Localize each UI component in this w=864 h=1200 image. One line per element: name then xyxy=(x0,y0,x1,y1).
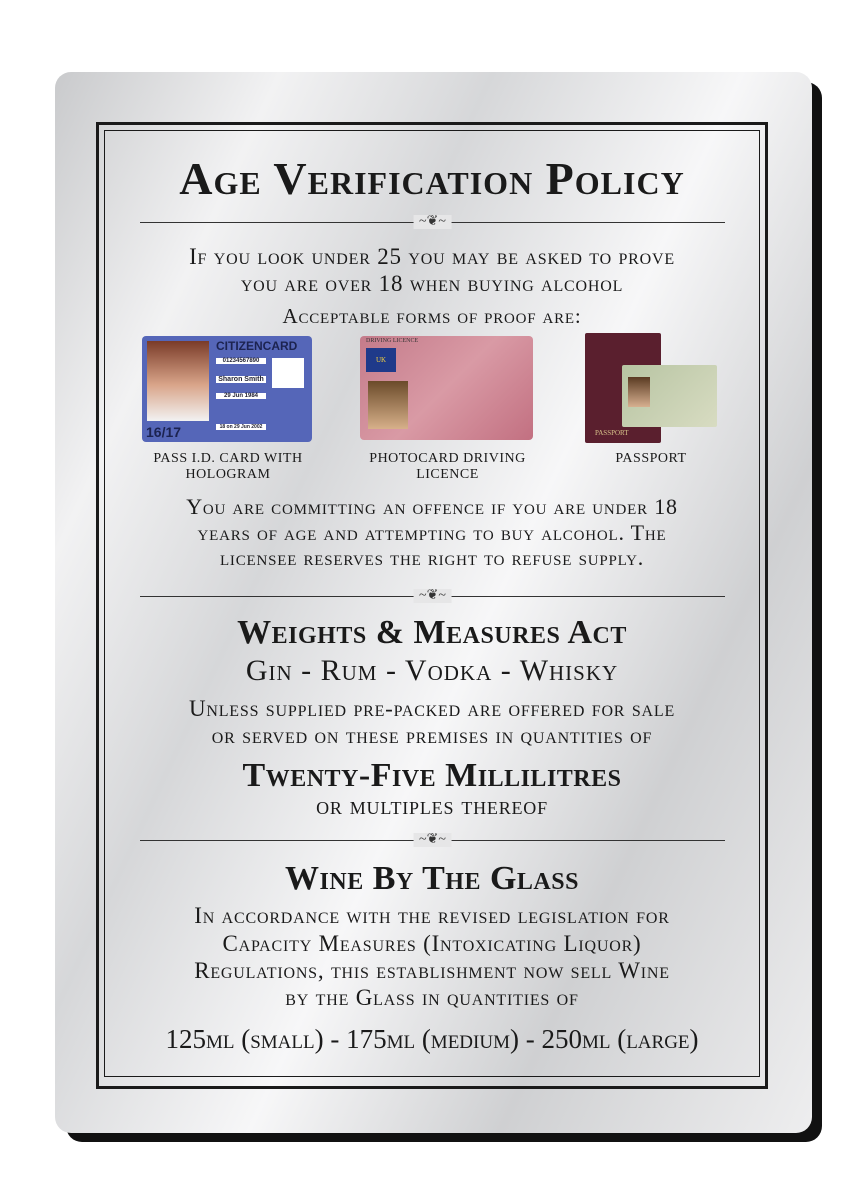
eu-flag-icon: UK xyxy=(366,348,396,372)
wine-heading: Wine By The Glass xyxy=(285,860,579,897)
intro-line: If you look under 25 you may be asked to prove xyxy=(189,244,675,269)
proof-caption: PHOTOCARD DRIVING LICENCE xyxy=(369,451,526,482)
licence-header: DRIVING LICENCE xyxy=(366,338,419,344)
sign-title: Age Verification Policy xyxy=(179,153,685,204)
wine-sizes: 125ml (small) - 175ml (medium) - 250ml (large) xyxy=(165,1024,699,1054)
id-card-photo xyxy=(147,341,209,421)
offence-line: years of age and attempting to buy alcohol. The xyxy=(197,520,667,545)
offence-line: licensee reserves the right to refuse supply. xyxy=(219,545,645,570)
id-card-dob: 29 Jun 1984 xyxy=(216,393,266,399)
passport-cover-text: PASSPORT xyxy=(595,429,629,437)
proof-heading: Acceptable forms of proof are: xyxy=(282,304,582,328)
id-card-name: Sharon Smith xyxy=(216,376,266,383)
intro-line: you are over 18 when buying alcohol xyxy=(240,271,624,296)
passport-photo xyxy=(628,377,650,407)
hologram-icon xyxy=(272,358,304,388)
weights-line: or served on these premises in quantities of xyxy=(211,723,653,748)
id-card-number: 01234567890 xyxy=(216,358,266,364)
proof-caption: PASSPORT xyxy=(615,451,687,466)
licence-photo xyxy=(368,381,408,429)
id-card-brand: CITIZENCARD xyxy=(216,339,298,353)
wine-line: by the Glass in quantities of xyxy=(285,985,579,1010)
id-card-badge: 16/17 xyxy=(146,424,182,440)
id-card-valid: 18 on 29 Jun 2002 xyxy=(216,424,266,430)
divider: ~❦~ xyxy=(140,840,725,841)
multiples-line: or multiples thereof xyxy=(316,793,548,820)
wine-line: In accordance with the revised legislation for xyxy=(194,903,670,928)
wine-line: Regulations, this establishment now sell Wine xyxy=(194,958,670,983)
weights-heading: Weights & Measures Act xyxy=(237,614,627,651)
wine-line: Capacity Measures (Intoxicating Liquor) xyxy=(222,931,642,956)
spirits-line: Gin - Rum - Vodka - Whisky xyxy=(245,654,619,687)
divider: ~❦~ xyxy=(140,222,725,223)
weights-line: Unless supplied pre-packed are offered for sale xyxy=(188,696,676,721)
driving-licence-image xyxy=(360,336,533,440)
quantity-heading: Twenty-Five Millilitres xyxy=(242,757,622,794)
proof-caption: PASS I.D. CARD WITH HOLOGRAM xyxy=(153,451,303,482)
passport-photo-page xyxy=(622,365,717,427)
id-card-image xyxy=(142,336,312,442)
offence-line: You are committing an offence if you are under 18 xyxy=(186,494,678,519)
divider: ~❦~ xyxy=(140,596,725,597)
